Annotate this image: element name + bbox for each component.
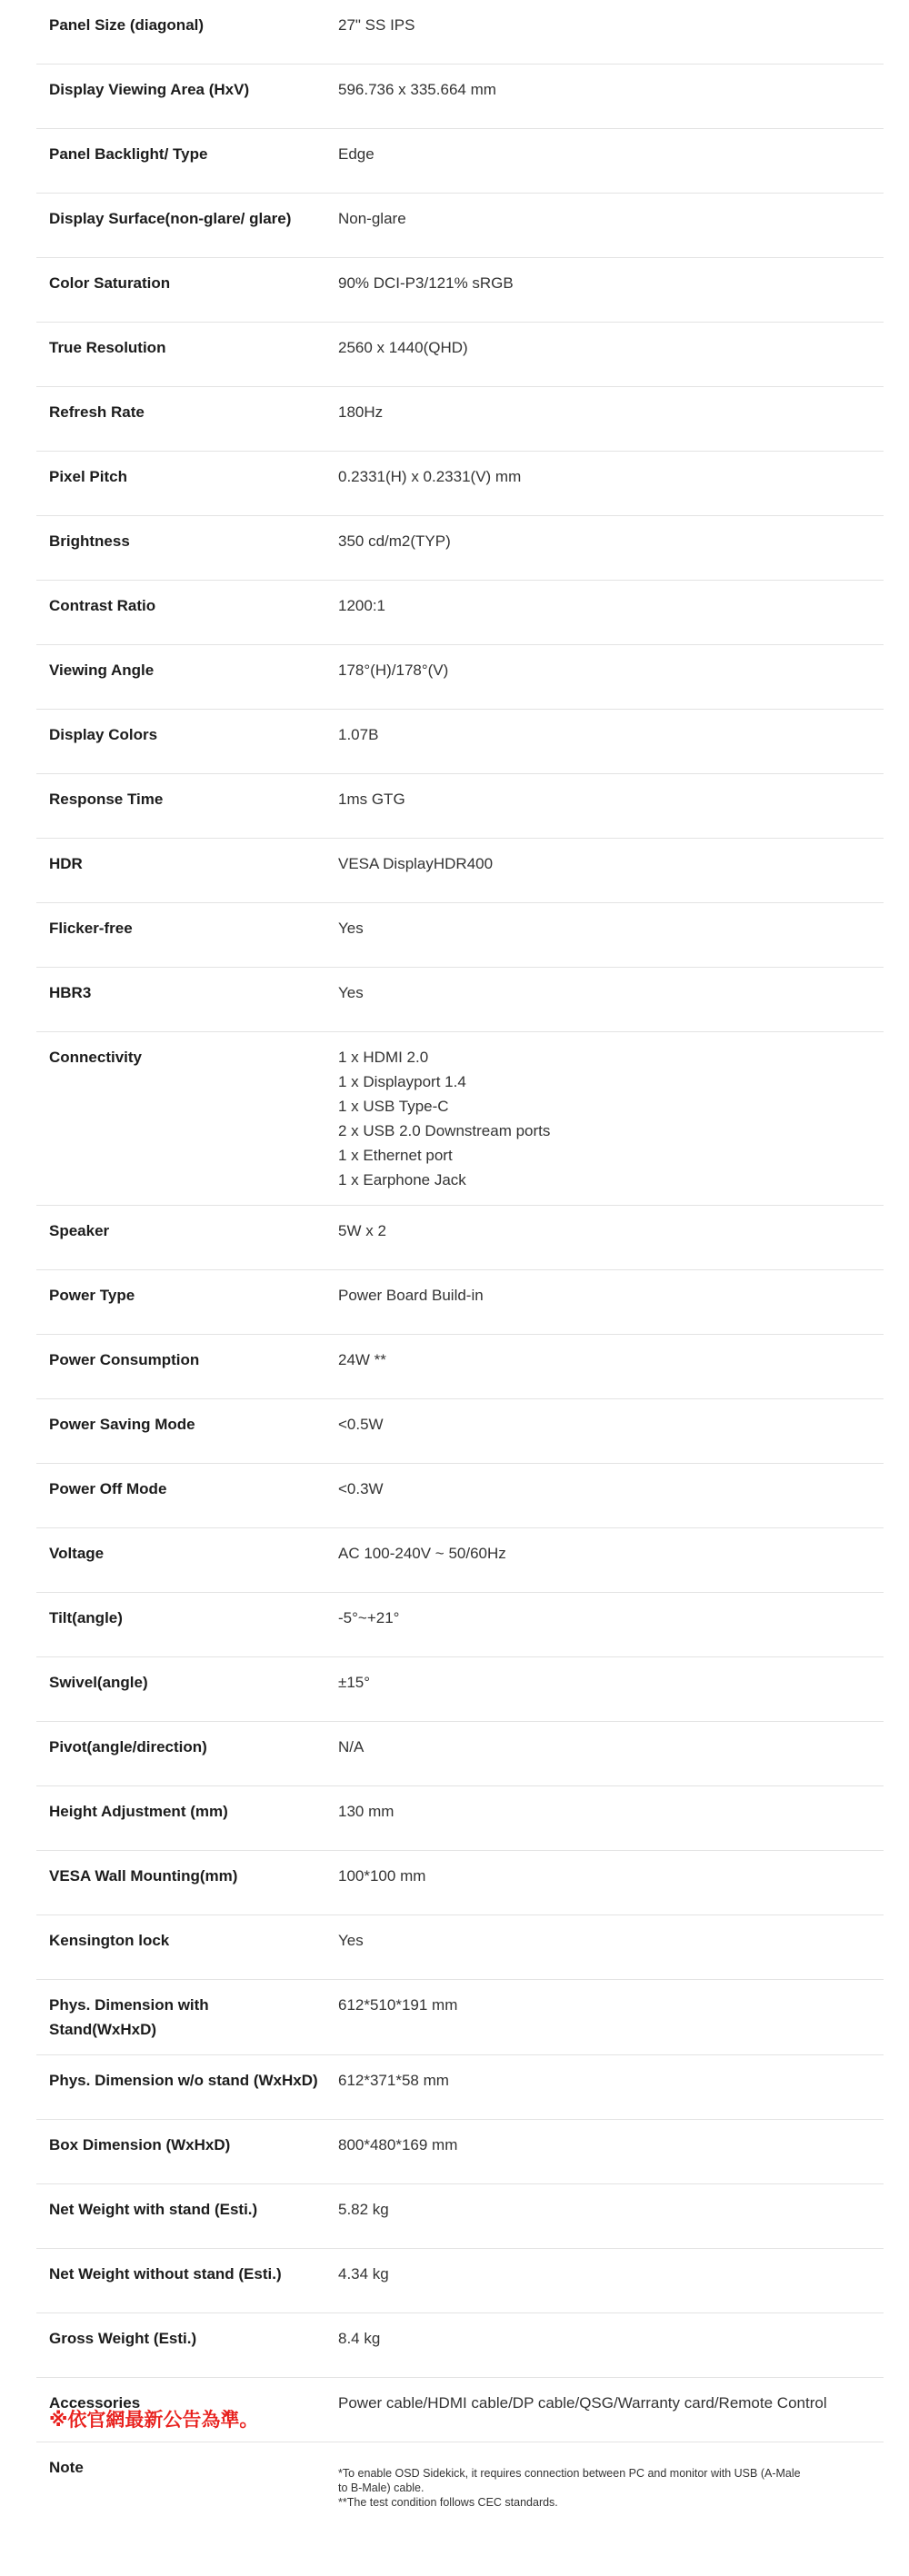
spec-row (36, 1980, 884, 2055)
spec-value-line: 180Hz (338, 403, 384, 421)
spec-label: Pivot(angle/direction) (49, 1738, 207, 1755)
spec-row (36, 645, 884, 710)
spec-row (36, 0, 884, 65)
spec-value-line: VESA DisplayHDR400 (338, 855, 494, 872)
note-text (338, 2455, 801, 2510)
spec-label: Net Weight with stand (Esti.) (49, 2201, 258, 2218)
spec-row (36, 452, 884, 516)
spec-label: Height Adjustment (mm) (49, 1803, 228, 1820)
spec-row (36, 968, 884, 1032)
spec-value (338, 2197, 884, 2235)
spec-value (338, 980, 884, 1019)
spec-value (338, 1799, 884, 1837)
spec-value (338, 1864, 884, 1902)
spec-value-line: 1 x USB Type-C (338, 1098, 449, 1115)
spec-value-line: ±15° (338, 1674, 371, 1691)
spec-row (36, 2055, 884, 2120)
spec-value-line: Non-glare (338, 210, 406, 227)
spec-row (36, 903, 884, 968)
spec-value (338, 1993, 884, 2042)
spec-label: Phys. Dimension w/o stand (WxHxD) (49, 2072, 318, 2089)
spec-value (338, 2133, 884, 2171)
spec-value (338, 1928, 884, 1966)
spec-value (338, 787, 884, 825)
spec-value (338, 1218, 884, 1257)
spec-row-note (36, 2442, 884, 2522)
spec-row (36, 2120, 884, 2184)
spec-value-line: Power Board Build-in (338, 1287, 484, 1304)
spec-value (338, 2068, 884, 2106)
spec-value-line: 90% DCI-P3/121% sRGB (338, 274, 514, 292)
spec-value-line: 1 x Displayport 1.4 (338, 1073, 466, 1090)
spec-value-line: N/A (338, 1738, 365, 1755)
spec-value (338, 142, 884, 180)
spec-value (338, 335, 884, 373)
spec-value (338, 916, 884, 954)
spec-value-line: 612*510*191 mm (338, 1996, 458, 2014)
spec-value-line: 2560 x 1440(QHD) (338, 339, 468, 356)
spec-row (36, 2313, 884, 2378)
spec-value-line: 24W ** (338, 1351, 386, 1368)
note-line: **The test condition follows CEC standards. (338, 2496, 558, 2509)
spec-label: Display Colors (49, 726, 158, 743)
spec-label: Power Consumption (49, 1351, 200, 1368)
spec-row (36, 1335, 884, 1399)
spec-row (36, 1657, 884, 1722)
spec-row (36, 323, 884, 387)
spec-label: Panel Size (diagonal) (49, 16, 205, 34)
spec-value-line: Yes (338, 920, 364, 937)
spec-value: Power cable/HDMI cable/DP cable/QSG/Warranty card/Remote Control (338, 2394, 827, 2412)
spec-value (338, 1541, 884, 1579)
spec-row (36, 1722, 884, 1786)
spec-value (338, 13, 884, 51)
spec-label: Tilt(angle) (49, 1609, 123, 1626)
spec-value-line: 2 x USB 2.0 Downstream ports (338, 1122, 551, 1139)
spec-value-line: 350 cd/m2(TYP) (338, 532, 451, 550)
spec-label: Speaker (49, 1222, 110, 1239)
spec-value (338, 658, 884, 696)
spec-label: Power Saving Mode (49, 1416, 195, 1433)
spec-label: Panel Backlight/ Type (49, 145, 208, 163)
spec-value (338, 400, 884, 438)
spec-row (36, 1593, 884, 1657)
spec-value-line: 1.07B (338, 726, 379, 743)
spec-label: HDR (49, 855, 83, 872)
spec-row (36, 65, 884, 129)
spec-row (36, 774, 884, 839)
spec-value (338, 1606, 884, 1644)
spec-label: Power Type (49, 1287, 135, 1304)
spec-value-line: 1200:1 (338, 597, 385, 614)
spec-label: True Resolution (49, 339, 166, 356)
spec-row (36, 387, 884, 452)
spec-table (36, 0, 884, 2522)
spec-value-line: 5W x 2 (338, 1222, 386, 1239)
spec-row (36, 1851, 884, 1915)
spec-value (338, 77, 884, 115)
spec-value (338, 1283, 884, 1321)
spec-label: Flicker-free (49, 920, 133, 937)
spec-value (338, 1670, 884, 1708)
spec-value (338, 2326, 884, 2364)
spec-row (36, 129, 884, 194)
spec-value-line: 178°(H)/178°(V) (338, 661, 449, 679)
spec-row (36, 1399, 884, 1464)
spec-row (36, 1786, 884, 1851)
spec-label: Refresh Rate (49, 403, 145, 421)
spec-label: Voltage (49, 1545, 105, 1562)
spec-label: Viewing Angle (49, 661, 155, 679)
spec-value-line: 100*100 mm (338, 1867, 426, 1885)
spec-value-line: 27" SS IPS (338, 16, 415, 34)
spec-label: Connectivity (49, 1049, 143, 1066)
spec-value (338, 1735, 884, 1773)
spec-value-line: 8.4 kg (338, 2330, 381, 2347)
spec-value-line: 1ms GTG (338, 791, 405, 808)
spec-row (36, 581, 884, 645)
spec-value (338, 1412, 884, 1450)
spec-label: Display Surface(non-glare/ glare) (49, 210, 292, 227)
spec-label: Response Time (49, 791, 164, 808)
note-line: *To enable OSD Sidekick, it requires connection between PC and monitor with USB (A-Male (338, 2467, 801, 2480)
spec-value (338, 722, 884, 761)
spec-label: Brightness (49, 532, 130, 550)
spec-value-line: 1 x HDMI 2.0 (338, 1049, 429, 1066)
spec-row (36, 258, 884, 323)
spec-value-line: AC 100-240V ~ 50/60Hz (338, 1545, 506, 1562)
spec-label: Box Dimension (WxHxD) (49, 2136, 231, 2153)
spec-row (36, 1206, 884, 1270)
spec-value-line: 4.34 kg (338, 2265, 389, 2283)
spec-value (338, 2262, 884, 2300)
spec-row (36, 839, 884, 903)
spec-value (338, 206, 884, 244)
disclaimer-text: ※依官網最新公告為準。 (49, 2408, 259, 2431)
spec-value (338, 1477, 884, 1515)
spec-row (36, 1915, 884, 1980)
spec-row (36, 2249, 884, 2313)
spec-value-line: Yes (338, 984, 364, 1001)
spec-label: Gross Weight (Esti.) (49, 2330, 197, 2347)
spec-label: Contrast Ratio (49, 597, 156, 614)
spec-row (36, 1464, 884, 1528)
spec-value-line: 130 mm (338, 1803, 395, 1820)
spec-label: Display Viewing Area (HxV) (49, 81, 250, 98)
spec-value-line: 800*480*169 mm (338, 2136, 458, 2153)
spec-label: Net Weight without stand (Esti.) (49, 2265, 282, 2283)
spec-label: Phys. Dimension with Stand(WxHxD) (49, 1996, 209, 2038)
spec-value-line: -5°~+21° (338, 1609, 400, 1626)
spec-row-accessories (36, 2378, 884, 2442)
spec-value (338, 1045, 884, 1192)
spec-label: Color Saturation (49, 274, 171, 292)
spec-value (338, 593, 884, 632)
spec-label: Note (49, 2459, 84, 2476)
spec-value-line: 1 x Earphone Jack (338, 1171, 466, 1189)
spec-row (36, 194, 884, 258)
spec-value-line: 612*371*58 mm (338, 2072, 449, 2089)
spec-label: Power Off Mode (49, 1480, 167, 1497)
spec-value (338, 1348, 884, 1386)
spec-row (36, 1032, 884, 1206)
spec-row (36, 516, 884, 581)
spec-label: HBR3 (49, 984, 92, 1001)
spec-value (338, 464, 884, 502)
spec-row (36, 1528, 884, 1593)
spec-label: Pixel Pitch (49, 468, 127, 485)
note-line: to B-Male) cable. (338, 2482, 425, 2494)
spec-value-line: <0.5W (338, 1416, 384, 1433)
spec-row (36, 710, 884, 774)
spec-value-line: <0.3W (338, 1480, 384, 1497)
spec-label: Accessories (49, 2394, 141, 2412)
spec-row (36, 1270, 884, 1335)
spec-value-line: 0.2331(H) x 0.2331(V) mm (338, 468, 522, 485)
spec-label: Swivel(angle) (49, 1674, 148, 1691)
spec-label: VESA Wall Mounting(mm) (49, 1867, 238, 1885)
spec-value-line: 596.736 x 335.664 mm (338, 81, 496, 98)
spec-value-line: Yes (338, 1932, 364, 1949)
spec-value-line: 5.82 kg (338, 2201, 389, 2218)
spec-value-line: Edge (338, 145, 375, 163)
spec-value (338, 271, 884, 309)
spec-label: Kensington lock (49, 1932, 170, 1949)
spec-row (36, 2184, 884, 2249)
spec-value (338, 529, 884, 567)
spec-value (338, 851, 884, 890)
spec-value-line: 1 x Ethernet port (338, 1147, 453, 1164)
